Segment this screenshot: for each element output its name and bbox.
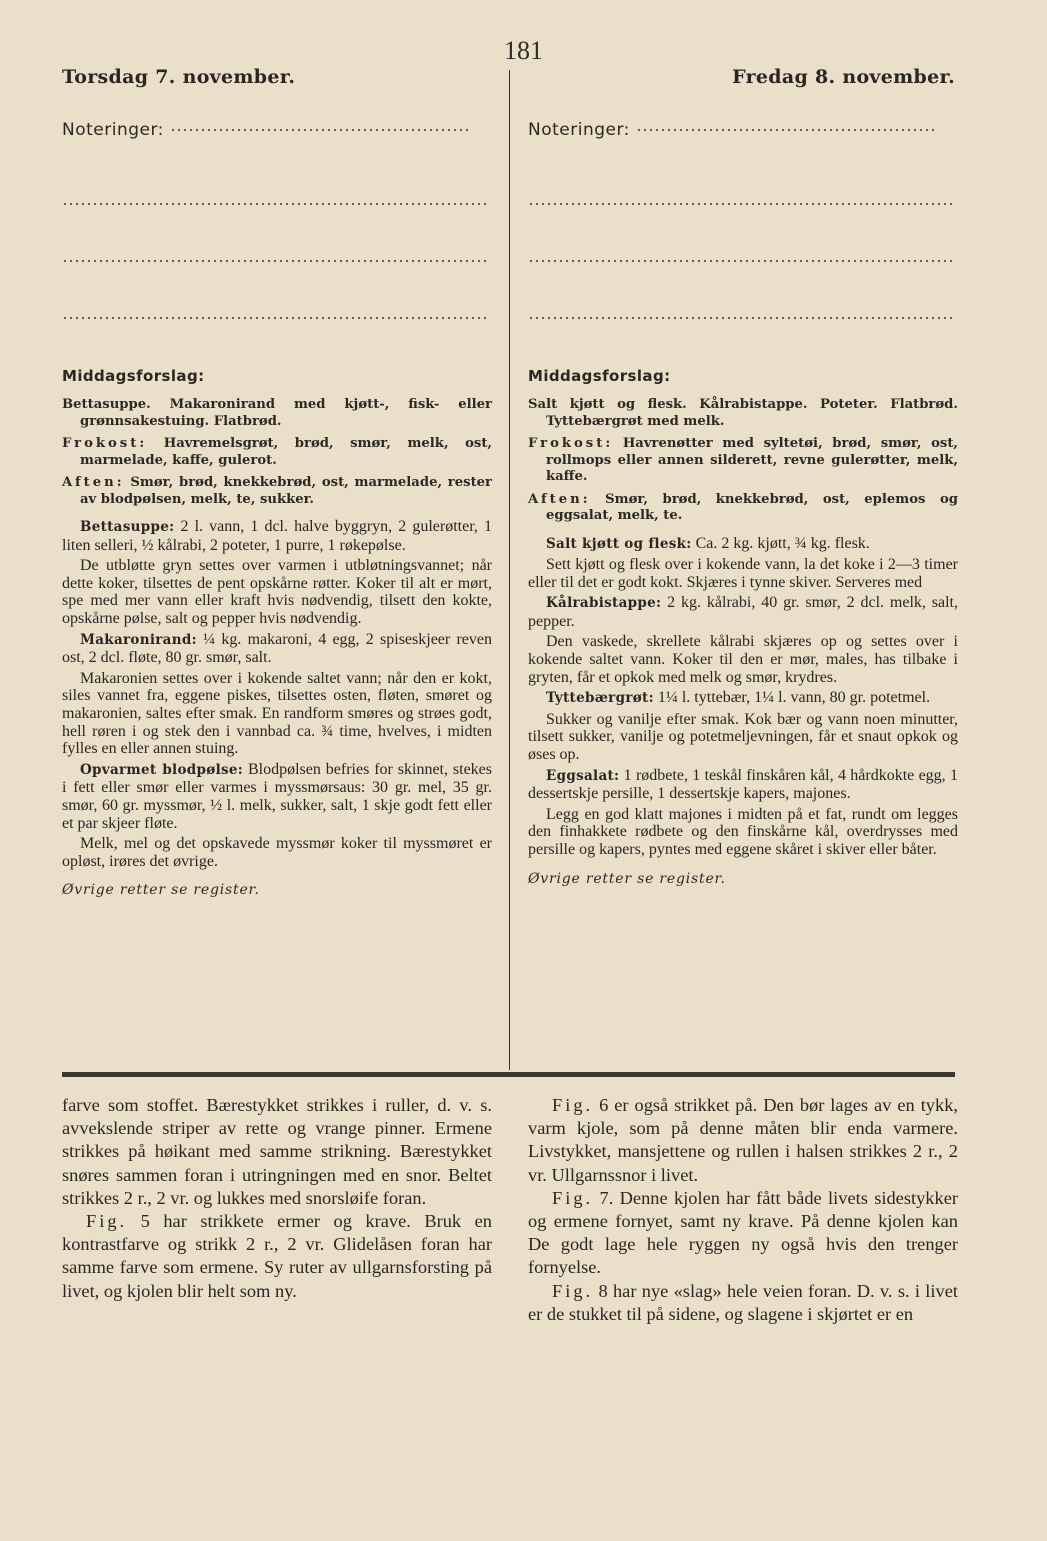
dinner-suggestion-heading: Middagsforslag: <box>62 367 205 385</box>
recipe-title: Kålrabistappe: <box>546 595 662 612</box>
recipe-text: ¼ kg. makaroni, 4 egg, 2 spiseskjeer reven ost, 2 dcl. fløte, 80 gr. smør, salt. <box>62 630 492 667</box>
recipe-paragraph <box>528 556 958 591</box>
paragraph-text: 6 er også strikket på. Den bør lages av en tykk, varm kjole, som på denne måten blir enda varmere. Livstykket, mansjettene og rullen i halsen strikkes 2 r., 2 vr. Ullgarnssnor i livet. <box>528 1095 958 1185</box>
paragraph-text: 7. Denne kjolen har fått både livets sidestykker og ermene fornyet, samt ny krave. På denne kjolen kan De godt lage hele ryggen ny også hvis den trenger fornyelse. <box>528 1187 958 1278</box>
figure-ref: Fig. <box>86 1211 128 1232</box>
body-paragraph <box>62 1094 492 1210</box>
recipe-paragraph <box>528 594 958 630</box>
dotted-line <box>170 129 470 131</box>
recipe-paragraph <box>528 633 958 686</box>
recipe-paragraph <box>62 835 492 870</box>
body-paragraph <box>528 1187 958 1280</box>
body-paragraph <box>528 1094 958 1187</box>
recipe-text: Melk, mel og det opskavede myssmør koker til myssmøret er opløst, irøres det øvrige. <box>62 835 492 870</box>
breakfast-label: Frokost: <box>528 436 614 451</box>
dotted-line <box>528 317 956 319</box>
recipe-text: De utbløtte gryn settes over varmen i utbløtningsvannet; når dette koker, tilsettes de pent opskårne røtter. Koker til alt er mørt, spe med mer vann eller kraft hvis nødvendig, tilsett den kokte, opskårne pølse, salt og pepper hvis nødvendig. <box>62 557 492 627</box>
dotted-line <box>528 203 956 205</box>
evening-label: Aften: <box>62 475 125 490</box>
recipe-paragraph <box>528 806 958 859</box>
breakfast-menu <box>62 436 493 469</box>
recipe-paragraph <box>528 711 958 764</box>
knitting-text-right <box>528 1094 958 1326</box>
figure-ref: Fig. <box>552 1280 594 1301</box>
recipe-text: 1 rødbete, 1 teskål finskåren kål, 4 hårdkokte egg, 1 dessertskje persille, 1 dessertskje kapers, majones. <box>528 766 959 803</box>
recipe-title: Bettasuppe: <box>80 519 175 535</box>
dinner-menu: Bettasuppe. Makaronirand med kjøtt-, fisk- eller grønnsakestuing. Flatbrød. <box>62 397 492 429</box>
evening-text: Smør, brød, knekkebrød, ost, eplemos og eggsalat, melk, te. <box>546 491 958 523</box>
recipe-paragraph <box>62 557 492 627</box>
other-dishes-note: Øvrige retter se register. <box>62 882 260 899</box>
dotted-line <box>62 203 490 205</box>
other-dishes-note: Øvrige retter se register. <box>528 870 726 887</box>
recipe-text: 1¼ l. tyttebær, 1¼ l. vann, 80 gr. potetmel. <box>657 689 931 707</box>
recipe-paragraph <box>62 761 492 832</box>
notes-label: Noteringer: <box>62 120 164 140</box>
breakfast-text: Havrenøtter med syltetøi, brød, smør, ost, rollmops eller annen silderett, revne gulerøtter, melk, kaffe. <box>546 436 958 484</box>
body-paragraph <box>528 1280 958 1326</box>
recipe-text: Legg en god klatt majones i midten på et fat, rundt om legges den finhakkete rødbete og den finskårne kål, overdrysses med persille og kapers, pyntes med eggene skåret i skiver eller båter. <box>528 805 958 858</box>
recipe-title: Tyttebærgrøt: <box>546 690 654 707</box>
recipe-text: Sett kjøtt og flesk over i kokende vann, la det koke i 2—3 timer eller til det er godt kokt. Skjæres i tynne skiver. Serveres med <box>528 556 958 591</box>
figure-ref: Fig. <box>552 1095 594 1115</box>
notes-label: Noteringer: <box>528 120 630 140</box>
evening-menu <box>528 491 958 525</box>
notes-line <box>528 120 958 148</box>
recipe-title: Eggsalat: <box>546 767 620 784</box>
evening-text: Smør, brød, knekkebrød, ost, marmelade, rester av blodpølsen, melk, te, sukker. <box>80 475 492 507</box>
recipe-paragraph <box>62 670 492 758</box>
dinner-menu: Salt kjøtt og flesk. Kålrabistappe. Poteter. Flatbrød. Tyttebærgrøt med melk. <box>528 397 958 429</box>
recipe-text: Makaronien settes over i kokende saltet vann; når den er kokt, siles vannet fra, eggene piskes, tilsettes osten, fløten, smøret og makaronien, saltes efter smak. En randform smøres og strøes godt, hell røren i og stek den i vannbad ca. ¾ time, hvelves, i midten fylles en eller annen stuing. <box>62 669 492 758</box>
day-heading-thursday: Torsdag 7. november. <box>62 66 296 88</box>
recipe-text: Den vaskede, skrellete kålrabi skjæres op og settes over i kokende saltet vann. Koker til den er mør, males, has tilbake i gryten, får et opkok med melk og smør, krydres. <box>528 633 958 686</box>
recipe-title: Makaronirand: <box>80 631 197 648</box>
breakfast-label: Frokost: <box>62 436 148 451</box>
recipe-paragraph <box>62 631 492 667</box>
thursday-column <box>62 120 492 898</box>
section-divider <box>62 1072 955 1077</box>
dotted-line <box>636 129 936 131</box>
recipe-text: Sukker og vanilje efter smak. Kok bær og vann noen minutter, tilsett sukker, vanilje og potetmeljevningen, får et snaut opkok og øses op. <box>528 710 958 764</box>
knitting-text-left <box>62 1094 492 1303</box>
recipes <box>528 535 958 859</box>
dinner-suggestion-heading: Middagsforslag: <box>528 367 671 385</box>
breakfast-menu <box>528 436 958 486</box>
recipe-title: Opvarmet blodpølse: <box>80 761 244 778</box>
figure-ref: Fig. <box>552 1187 594 1208</box>
page-number: 181 <box>504 36 543 65</box>
recipe-title: Salt kjøtt og flesk: <box>546 535 692 552</box>
body-paragraph <box>62 1210 492 1303</box>
notes-line <box>62 120 492 148</box>
menu-block <box>62 397 492 508</box>
recipe-text: Blodpølsen befries for skinnet, stekes i fett eller smør eller varmes i myssmørsaus: 30 gr. mel, 35 gr. smør, 60 gr. myssmør, ½ l. melk, sukker, salt, 1 skje godt fett eller et par skjeer fløte. <box>62 760 492 832</box>
dotted-line <box>62 317 490 319</box>
paragraph-text: farve som stoffet. Bærestykket strikkes i ruller, d. v. s. avvekslende striper av rette og vrange pinner. Ermene strikkes på høikant med samme strikning. Bærestykket snøres sammen foran i utringningen med en snor. Beltet strikkes 2 r., 2 vr. og lukkes med snorsløife foran. <box>62 1095 492 1208</box>
recipe-text: 2 kg. kålrabi, 40 gr. smør, 2 dcl. melk, salt, pepper. <box>528 594 959 630</box>
recipes <box>62 518 492 870</box>
recipe-paragraph <box>62 518 492 554</box>
recipe-text: 2 l. vann, 1 dcl. halve byggryn, 2 gulerøtter, 1 liten selleri, ½ kålrabi, 2 poteter, 1 purre, 1 røkepølse. <box>62 518 493 554</box>
menu-block <box>528 397 958 525</box>
paragraph-text: 5 har strikkete ermer og krave. Bruk en kontrastfarve og strikk 2 r., 2 vr. Glidelåsen foran har samme farve som ermene. Sy ruter av ullgarnsforsting på livet, og kjolen blir helt som ny. <box>62 1211 492 1301</box>
friday-column <box>528 120 958 887</box>
dotted-line <box>528 260 956 262</box>
evening-label: Aften: <box>528 491 591 507</box>
day-heading-friday: Fredag 8. november. <box>732 66 955 88</box>
recipe-paragraph <box>528 535 958 554</box>
paragraph-text: 8 har nye «slag» hele veien foran. D. v. s. i livet er de stukket til på sidene, og slagene i skjørtet er en <box>528 1280 958 1324</box>
evening-menu <box>62 475 492 508</box>
column-divider <box>509 70 510 1070</box>
breakfast-text: Havremelsgrøt, brød, smør, melk, ost, marmelade, kaffe, gulerot. <box>80 436 493 468</box>
recipe-paragraph <box>528 767 958 803</box>
recipe-text: Ca. 2 kg. kjøtt, ¾ kg. flesk. <box>695 534 870 552</box>
recipe-paragraph <box>528 689 958 708</box>
dotted-line <box>62 260 490 262</box>
